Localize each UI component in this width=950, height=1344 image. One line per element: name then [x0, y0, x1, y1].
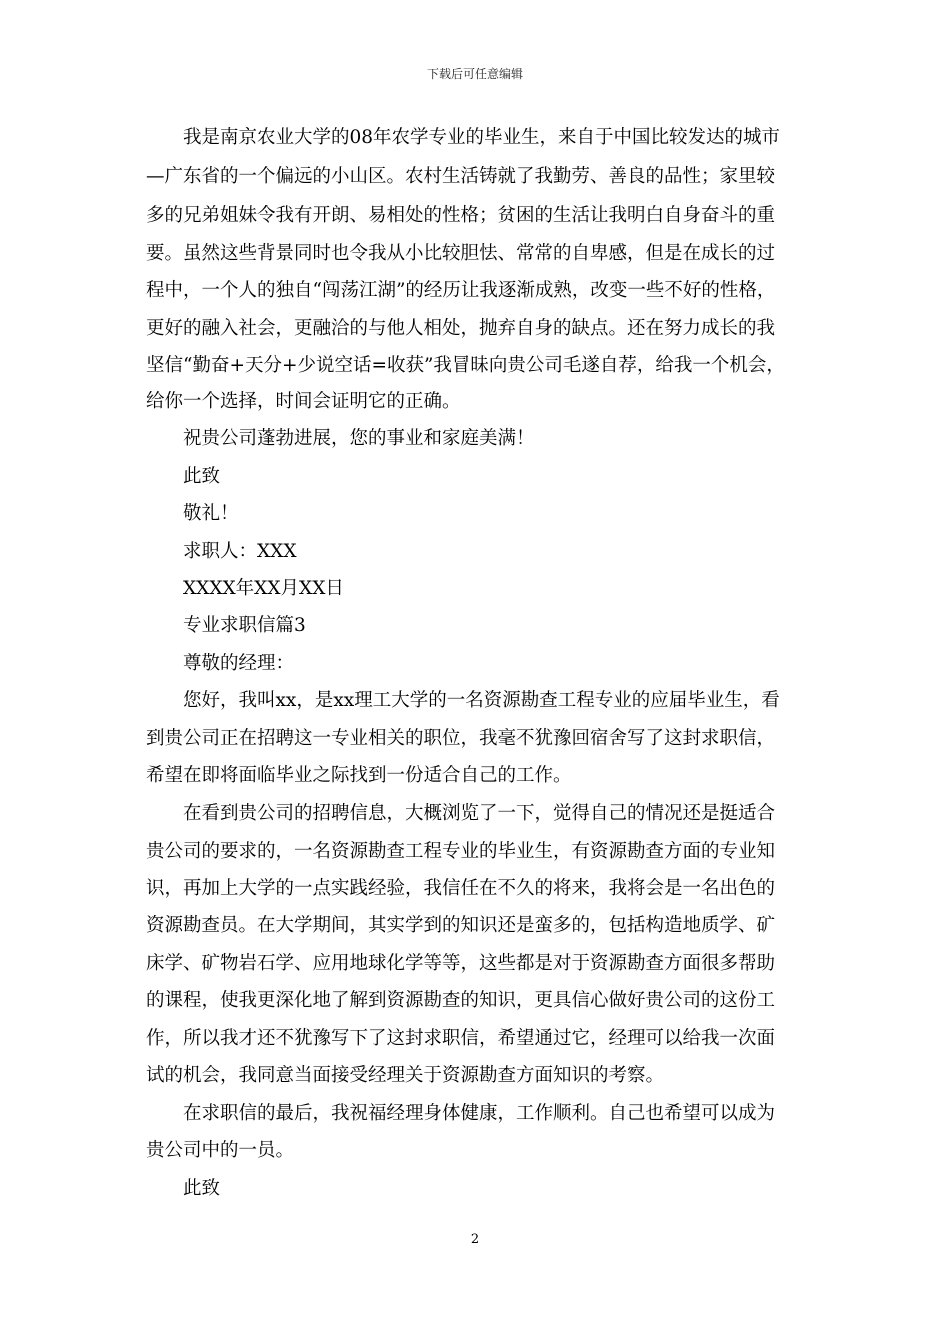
text-line: 在看到贵公司的招聘信息，大概浏览了一下，觉得自己的情况还是挺适合	[146, 803, 776, 824]
text-line: 求职人：XXX	[146, 541, 297, 562]
text-line: 试的机会，我同意当面接受经理关于资源勘查方面知识的考察。	[146, 1065, 665, 1086]
text-line: 贵公司中的一员。	[146, 1140, 295, 1161]
text-line: —广东省的一个偏远的小山区。农村生活铸就了我勤劳、善良的品性；家里较	[146, 166, 776, 187]
section-title: 专业求职信篇3	[146, 615, 306, 636]
text-line: 多的兄弟姐妹令我有开朗、易相处的性格；贫困的生活让我明白自身奋斗的重	[146, 205, 776, 226]
text-line: 要。虽然这些背景同时也令我从小比较胆怯、常常的自卑感，但是在成长的过	[146, 243, 776, 264]
text-line: 尊敬的经理：	[146, 653, 295, 674]
text-line: XXXX年XX月XX日	[146, 578, 344, 599]
text-line: 您好，我叫xx，是xx理工大学的一名资源勘查工程专业的应届毕业生，看	[146, 690, 780, 711]
text-line: 此致	[146, 466, 221, 487]
text-line: 给你一个选择，时间会证明它的正确。	[146, 391, 461, 412]
text-line: 此致	[146, 1178, 221, 1199]
text-line: 识，再加上大学的一点实践经验，我信任在不久的将来，我将会是一名出色的	[146, 878, 776, 899]
text-line: 资源勘查员。在大学期间，其实学到的知识还是蛮多的，包括构造地质学、矿	[146, 915, 776, 936]
text-line: 敬礼！	[146, 503, 239, 524]
text-line: 在求职信的最后，我祝福经理身体健康，工作顺利。自己也希望可以成为	[146, 1103, 776, 1124]
text-line: 作，所以我才还不犹豫写下了这封求职信，希望通过它，经理可以给我一次面	[146, 1028, 776, 1049]
text-line: 我是南京农业大学的08年农学专业的毕业生，来自于中国比较发达的城市	[146, 127, 781, 148]
text-line: 希望在即将面临毕业之际找到一份适合自己的工作。	[146, 765, 572, 786]
text-line: 床学、矿物岩石学、应用地球化学等等，这些都是对于资源勘查方面很多帮助	[146, 953, 776, 974]
page-header: 下载后可任意编辑	[426, 67, 523, 81]
page-number: 2	[470, 1232, 480, 1247]
text-line: 贵公司的要求的，一名资源勘查工程专业的毕业生，有资源勘查方面的专业知	[146, 841, 776, 862]
text-line: 坚信“勤奋+天分+少说空话=收获”我冒昧向贵公司毛遂自荐，给我一个机会，	[146, 355, 785, 376]
text-line: 程中，一个人的独自“闯荡江湖”的经历让我逐渐成熟，改变一些不好的性格，	[146, 280, 776, 301]
text-line: 到贵公司正在招聘这一专业相关的职位，我毫不犹豫回宿舍写了这封求职信，	[146, 728, 776, 749]
text-line: 的课程，使我更深化地了解到资源勘查的知识，更具信心做好贵公司的这份工	[146, 990, 776, 1011]
text-line: 更好的融入社会，更融洽的与他人相处，抛弃自身的缺点。还在努力成长的我	[146, 318, 776, 339]
text-line: 祝贵公司蓬勃进展，您的事业和家庭美满！	[146, 428, 535, 449]
